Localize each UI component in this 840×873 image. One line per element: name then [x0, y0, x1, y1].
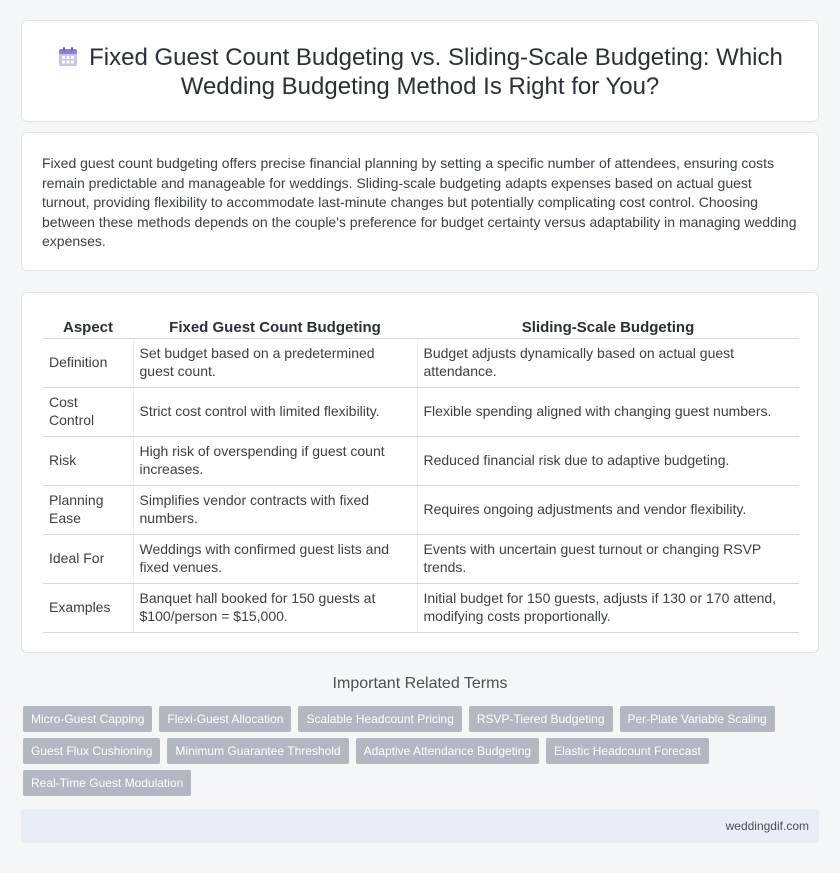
row-fixed: Set budget based on a predetermined guest count. — [133, 338, 417, 387]
title-text: Fixed Guest Count Budgeting vs. Sliding-Scale Budgeting: Which Wedding Budgeting Method Is Right for You? — [89, 44, 783, 100]
table-row — [43, 338, 799, 387]
calendar-icon — [57, 46, 79, 68]
row-fixed: Banquet hall booked for 150 guests at $100/person = $15,000. — [133, 583, 417, 632]
header-sliding: Sliding-Scale Budgeting — [417, 318, 799, 338]
related-term-tag[interactable]: Adaptive Attendance Budgeting — [356, 738, 539, 764]
row-aspect: Cost Control — [43, 387, 133, 436]
row-aspect: Definition — [43, 338, 133, 387]
title-card — [21, 20, 819, 122]
row-sliding: Flexible spending aligned with changing guest numbers. — [417, 387, 799, 436]
related-term-tag[interactable]: Per-Plate Variable Scaling — [620, 706, 775, 732]
page-title — [22, 43, 818, 101]
related-term-tag[interactable]: Minimum Guarantee Threshold — [167, 738, 348, 764]
comparison-table — [43, 318, 799, 633]
row-aspect: Risk — [43, 436, 133, 485]
table-row — [43, 534, 799, 583]
intro-card — [21, 132, 819, 271]
related-term-tag[interactable]: Scalable Headcount Pricing — [298, 706, 461, 732]
related-terms-title: Important Related Terms — [332, 675, 508, 692]
footer — [21, 809, 819, 843]
row-sliding: Budget adjusts dynamically based on actual guest attendance. — [417, 338, 799, 387]
row-fixed: High risk of overspending if guest count increases. — [133, 436, 417, 485]
row-sliding: Requires ongoing adjustments and vendor flexibility. — [417, 485, 799, 534]
row-aspect: Ideal For — [43, 534, 133, 583]
related-terms-list — [23, 706, 783, 796]
row-fixed: Weddings with confirmed guest lists and fixed venues. — [133, 534, 417, 583]
row-sliding: Events with uncertain guest turnout or changing RSVP trends. — [417, 534, 799, 583]
related-term-tag[interactable]: Guest Flux Cushioning — [23, 738, 160, 764]
intro-paragraph: Fixed guest count budgeting offers precise financial planning by setting a specific number of attendees, ensuring costs remain predictable and manageable for weddings. Sliding-scale budgeting adapts expenses based on actual guest turnout, providing flexibility to accommodate last-minute changes but potentially complicating cost control. Choosing between these methods depends on the couple's preference for budget certainty versus adaptability in managing wedding expenses. — [42, 155, 797, 249]
comparison-card — [21, 292, 819, 653]
related-term-tag[interactable]: Elastic Headcount Forecast — [546, 738, 709, 764]
row-aspect: Examples — [43, 583, 133, 632]
table-row — [43, 436, 799, 485]
table-header-row — [43, 318, 799, 338]
row-sliding: Initial budget for 150 guests, adjusts if 130 or 170 attend, modifying costs proportionally. — [417, 583, 799, 632]
table-row — [43, 485, 799, 534]
header-fixed: Fixed Guest Count Budgeting — [133, 318, 417, 338]
row-fixed: Strict cost control with limited flexibility. — [133, 387, 417, 436]
related-term-tag[interactable]: Micro-Guest Capping — [23, 706, 152, 732]
related-term-tag[interactable]: Flexi-Guest Allocation — [159, 706, 291, 732]
table-row — [43, 387, 799, 436]
row-aspect: Planning Ease — [43, 485, 133, 534]
related-term-tag[interactable]: Real-Time Guest Modulation — [23, 770, 191, 796]
row-fixed: Simplifies vendor contracts with fixed numbers. — [133, 485, 417, 534]
row-sliding: Reduced financial risk due to adaptive budgeting. — [417, 436, 799, 485]
header-aspect: Aspect — [43, 318, 133, 338]
footer-site-link[interactable]: weddingdif.com — [725, 819, 809, 833]
related-term-tag[interactable]: RSVP-Tiered Budgeting — [469, 706, 613, 732]
table-row — [43, 583, 799, 632]
